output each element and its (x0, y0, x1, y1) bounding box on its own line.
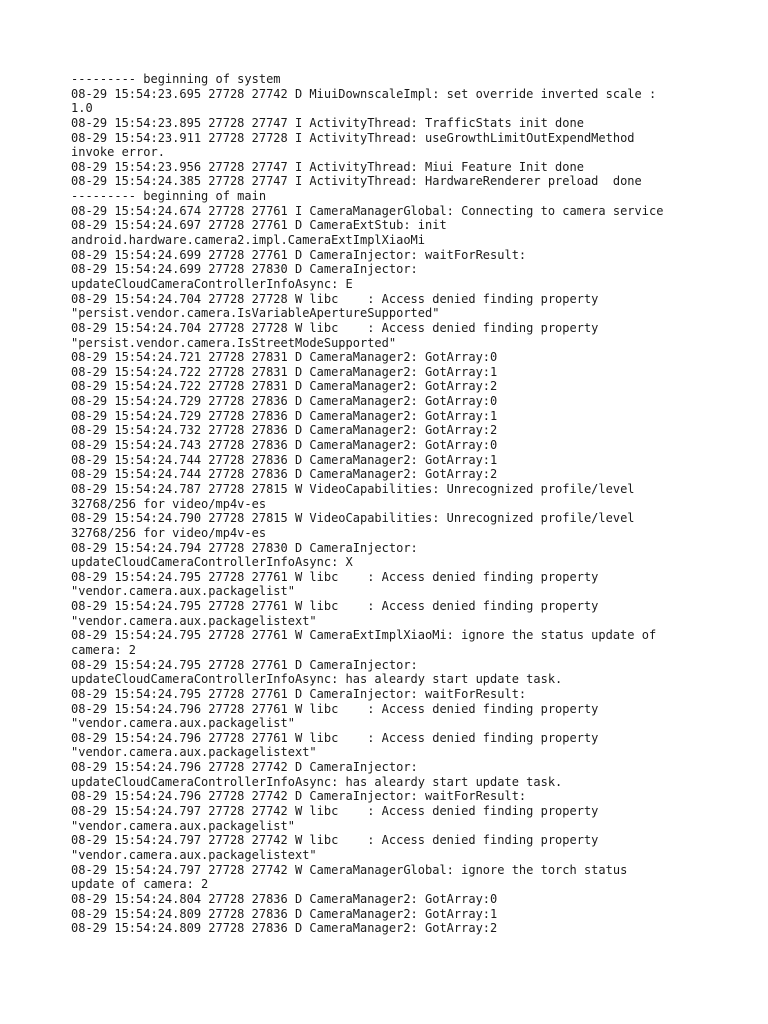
log-line: 08-29 15:54:24.795 27728 27761 D CameraInjector: waitForResult: (71, 686, 527, 701)
log-line: camera: 2 (71, 642, 137, 657)
log-line: 08-29 15:54:24.797 27728 27742 W libc : Access denied finding property (71, 833, 599, 848)
log-line: updateCloudCameraControllerInfoAsync: E (71, 276, 353, 291)
log-line: 08-29 15:54:24.795 27728 27761 W libc : Access denied finding property (71, 569, 599, 584)
log-line: 08-29 15:54:24.794 27728 27830 D CameraInjector: (71, 540, 418, 555)
log-line: "vendor.camera.aux.packagelistext" (71, 745, 317, 760)
log-line: 08-29 15:54:24.697 27728 27761 D CameraExtStub: init (71, 218, 447, 233)
log-line: "vendor.camera.aux.packagelist" (71, 818, 295, 833)
log-line: "persist.vendor.camera.IsVariableApertureSupported" (71, 306, 440, 321)
log-line: 08-29 15:54:24.704 27728 27728 W libc : Access denied finding property (71, 320, 599, 335)
log-line: 08-29 15:54:24.796 27728 27742 D CameraInjector: waitForResult: (71, 789, 527, 804)
log-line: 08-29 15:54:24.699 27728 27830 D CameraInjector: (71, 262, 418, 277)
log-line: 08-29 15:54:24.743 27728 27836 D CameraManager2: GotArray:0 (71, 438, 498, 453)
log-line: 08-29 15:54:24.744 27728 27836 D CameraManager2: GotArray:2 (71, 467, 498, 482)
log-line: "persist.vendor.camera.IsStreetModeSupported" (71, 335, 397, 350)
log-line: "vendor.camera.aux.packagelistext" (71, 847, 317, 862)
log-line: updateCloudCameraControllerInfoAsync: X (71, 555, 353, 570)
log-line: update of camera: 2 (71, 877, 209, 892)
log-line: 08-29 15:54:24.722 27728 27831 D CameraManager2: GotArray:1 (71, 364, 498, 379)
log-line: 08-29 15:54:23.956 27728 27747 I ActivityThread: Miui Feature Init done (71, 159, 584, 174)
log-line: 08-29 15:54:24.796 27728 27761 W libc : Access denied finding property (71, 701, 599, 716)
log-line: 08-29 15:54:24.795 27728 27761 W libc : Access denied finding property (71, 599, 599, 614)
log-line: 08-29 15:54:24.729 27728 27836 D CameraManager2: GotArray:0 (71, 394, 498, 409)
log-line: 08-29 15:54:24.744 27728 27836 D CameraManager2: GotArray:1 (71, 452, 498, 467)
log-line: 08-29 15:54:23.695 27728 27742 D MiuiDownscaleImpl: set override inverted scale : (71, 86, 657, 101)
log-line: 08-29 15:54:24.796 27728 27742 D CameraInjector: (71, 760, 418, 775)
log-line: 08-29 15:54:23.911 27728 27728 I ActivityThread: useGrowthLimitOutExpendMethod (71, 130, 635, 145)
log-line: 08-29 15:54:23.895 27728 27747 I ActivityThread: TrafficStats init done (71, 115, 584, 130)
log-line: 08-29 15:54:24.795 27728 27761 W CameraExtImplXiaoMi: ignore the status update of (71, 628, 657, 643)
log-line: 32768/256 for video/mp4v-es (71, 496, 267, 511)
log-text-block (71, 72, 711, 936)
log-line: 08-29 15:54:24.729 27728 27836 D CameraManager2: GotArray:1 (71, 408, 498, 423)
log-line: 1.0 (71, 101, 93, 116)
log-line: --------- beginning of system (71, 72, 281, 86)
log-line: 08-29 15:54:24.809 27728 27836 D CameraManager2: GotArray:1 (71, 906, 498, 921)
log-line: 08-29 15:54:24.787 27728 27815 W VideoCapabilities: Unrecognized profile/level (71, 481, 635, 496)
log-line: 08-29 15:54:24.796 27728 27761 W libc : Access denied finding property (71, 730, 599, 745)
log-line: "vendor.camera.aux.packagelist" (71, 716, 295, 731)
log-line: 08-29 15:54:24.795 27728 27761 D CameraInjector: (71, 657, 418, 672)
log-line: 08-29 15:54:24.385 27728 27747 I ActivityThread: HardwareRenderer preload done (71, 174, 642, 189)
log-line: 08-29 15:54:24.722 27728 27831 D CameraManager2: GotArray:2 (71, 379, 498, 394)
log-line: 08-29 15:54:24.804 27728 27836 D CameraManager2: GotArray:0 (71, 891, 498, 906)
log-line: 08-29 15:54:24.699 27728 27761 D CameraInjector: waitForResult: (71, 247, 527, 262)
log-line: 08-29 15:54:24.721 27728 27831 D CameraManager2: GotArray:0 (71, 350, 498, 365)
log-line: updateCloudCameraControllerInfoAsync: has aleardy start update task. (71, 774, 563, 789)
log-line: 08-29 15:54:24.797 27728 27742 W CameraManagerGlobal: ignore the torch status (71, 862, 628, 877)
log-line: 32768/256 for video/mp4v-es (71, 525, 267, 540)
log-line: "vendor.camera.aux.packagelistext" (71, 613, 317, 628)
log-line: android.hardware.camera2.impl.CameraExtImplXiaoMi (71, 233, 426, 248)
log-line: 08-29 15:54:24.809 27728 27836 D CameraManager2: GotArray:2 (71, 921, 498, 936)
log-line: invoke error. (71, 145, 165, 160)
log-line: --------- beginning of main (71, 189, 267, 204)
log-line: 08-29 15:54:24.797 27728 27742 W libc : Access denied finding property (71, 804, 599, 819)
log-line: 08-29 15:54:24.732 27728 27836 D CameraManager2: GotArray:2 (71, 423, 498, 438)
log-line: 08-29 15:54:24.674 27728 27761 I CameraManagerGlobal: Connecting to camera service (71, 203, 664, 218)
log-line: "vendor.camera.aux.packagelist" (71, 584, 295, 599)
log-line: 08-29 15:54:24.790 27728 27815 W VideoCapabilities: Unrecognized profile/level (71, 511, 635, 526)
log-line: updateCloudCameraControllerInfoAsync: has aleardy start update task. (71, 672, 563, 687)
log-line: 08-29 15:54:24.704 27728 27728 W libc : Access denied finding property (71, 291, 599, 306)
